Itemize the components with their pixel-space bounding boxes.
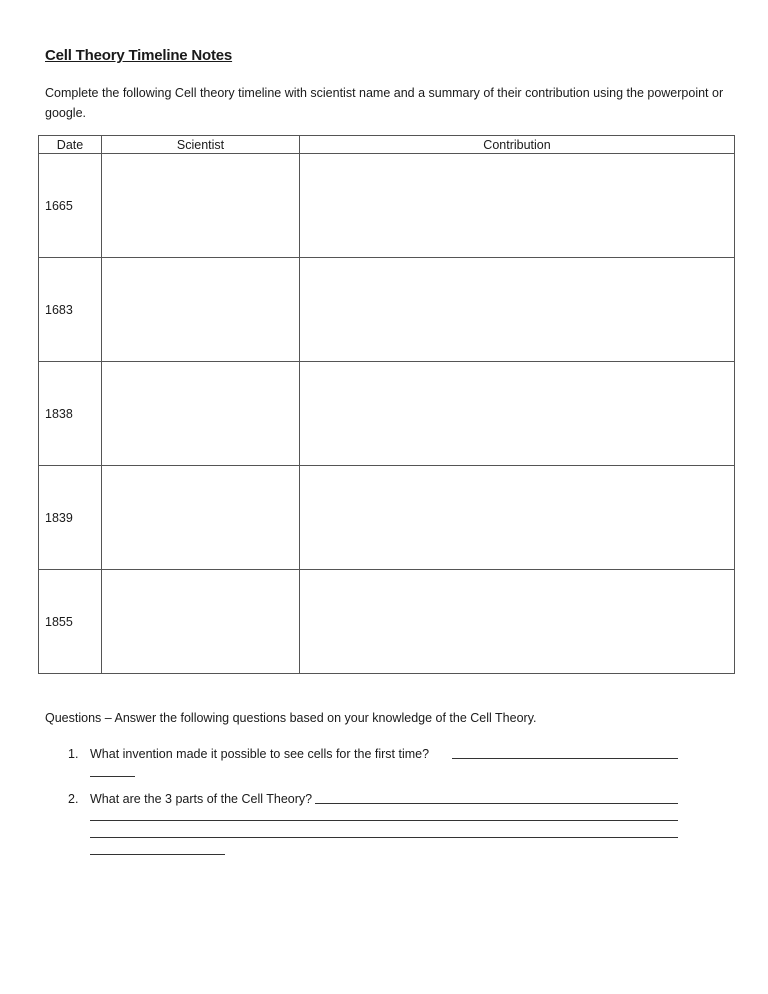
date-cell: 1838 — [39, 362, 102, 466]
table-row — [39, 258, 735, 362]
answer-blank[interactable] — [90, 806, 678, 821]
contribution-cell[interactable] — [300, 466, 735, 570]
scientist-cell[interactable] — [102, 258, 300, 362]
question-text: What are the 3 parts of the Cell Theory? — [90, 792, 313, 806]
header-date: Date — [39, 136, 102, 154]
scientist-cell[interactable] — [102, 154, 300, 258]
question-number: 1. — [68, 747, 79, 761]
date-cell: 1855 — [39, 570, 102, 674]
scientist-cell[interactable] — [102, 466, 300, 570]
contribution-cell[interactable] — [300, 570, 735, 674]
answer-blank[interactable] — [90, 823, 678, 838]
answer-blank[interactable] — [315, 789, 678, 804]
table-row — [39, 466, 735, 570]
header-contribution: Contribution — [300, 136, 735, 154]
table-row — [39, 570, 735, 674]
contribution-cell[interactable] — [300, 362, 735, 466]
date-cell: 1665 — [39, 154, 102, 258]
contribution-cell[interactable] — [300, 258, 735, 362]
date-cell: 1839 — [39, 466, 102, 570]
date-cell: 1683 — [39, 258, 102, 362]
answer-blank[interactable] — [90, 762, 135, 777]
table-header-row — [39, 136, 735, 154]
question-number: 2. — [68, 792, 79, 806]
questions-intro: Questions – Answer the following questions based on your knowledge of the Cell Theory. — [45, 711, 537, 725]
document-title: Cell Theory Timeline Notes — [45, 47, 233, 64]
scientist-cell[interactable] — [102, 570, 300, 674]
timeline-table — [38, 135, 735, 674]
table-row — [39, 154, 735, 258]
scientist-cell[interactable] — [102, 362, 300, 466]
question-text: What invention made it possible to see cells for the first time? — [90, 747, 430, 761]
answer-blank[interactable] — [90, 840, 225, 855]
instructions-text: Complete the following Cell theory timeline with scientist name and a summary of their contribution using the powerpoint or google. — [45, 86, 724, 120]
table-row — [39, 362, 735, 466]
header-scientist: Scientist — [102, 136, 300, 154]
answer-blank[interactable] — [452, 744, 678, 759]
contribution-cell[interactable] — [300, 154, 735, 258]
